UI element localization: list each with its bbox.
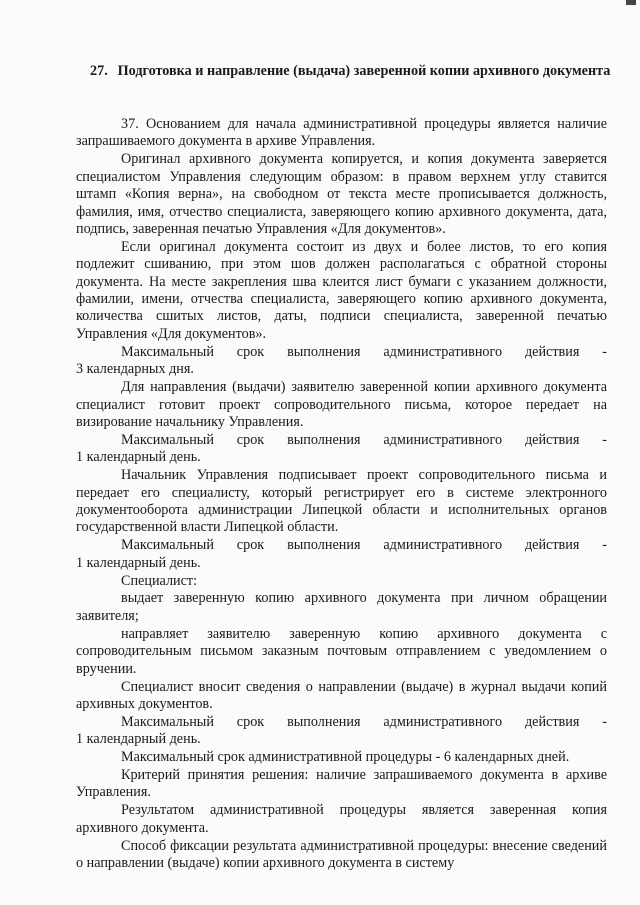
paragraph: Максимальный срок административной процедуры - 6 календарных дней. xyxy=(121,749,570,766)
term-word: действия xyxy=(524,537,580,554)
term-value: 3 календарных дня. xyxy=(76,361,194,378)
term-word: Максимальный xyxy=(121,431,214,448)
paragraph: Способ фиксации результата административной процедуры: внесение сведений о направлении (выдаче) копии архивного документа в систему xyxy=(76,837,607,872)
term-word: административного xyxy=(383,431,503,448)
term-word: - xyxy=(602,537,607,554)
term-word: выполнения xyxy=(287,431,361,448)
section-title: Подготовка и направление (выдача) заверенной копии архивного документа xyxy=(117,63,611,79)
paragraph: Специалист вносит сведения о направлении (выдаче) в журнал выдачи копий архивных документов. xyxy=(76,678,607,712)
paragraph: Если оригинал документа состоит из двух и более листов, то его копия подлежит сшиванию, при этом шов должен располагаться с обратной стороны документа. На месте закрепления шва клеится лист бумаги с указанием должности, фамилии, имени, отчества специалиста, заверяющего копию архивного документа, количества сшитых листов, даты, подписи специалиста, заверенной печатью Управления «Для документов». xyxy=(76,238,607,342)
term-value: 1 календарный день. xyxy=(76,449,201,466)
term-word: - xyxy=(602,431,607,448)
term-word: выполнения xyxy=(287,537,361,554)
paragraph: Результатом административной процедуры является заверенная копия архивного документа. xyxy=(76,802,607,836)
term-value: 1 календарный день. xyxy=(76,731,201,748)
max-term-line xyxy=(76,714,607,731)
paragraph: Начальник Управления подписывает проект сопроводительного письма и передает его специалисту, который регистрирует его в системе электронного документооборота администрации Липецкой области и исполнительных органов государственной власти Липецкой области. xyxy=(76,467,607,536)
paragraph: Для направления (выдачи) заявителю заверенной копии архивного документа специалист готовит проект сопроводительного письма, которое передает на визирование начальнику Управления. xyxy=(76,379,607,430)
paragraph: Критерий принятия решения: наличие запрашиваемого документа в архиве Управления. xyxy=(76,767,607,801)
term-word: - xyxy=(602,713,607,730)
section-heading xyxy=(76,62,616,80)
term-word: срок xyxy=(236,537,265,554)
term-word: Максимальный xyxy=(121,537,214,554)
term-word: Максимальный xyxy=(121,343,214,360)
max-term-line xyxy=(76,344,607,361)
term-word: - xyxy=(602,343,607,360)
term-word: административного xyxy=(383,537,503,554)
term-word: срок xyxy=(236,713,265,730)
section-number: 27. xyxy=(90,63,108,79)
term-word: действия xyxy=(524,343,580,360)
term-word: выполнения xyxy=(287,713,361,730)
paragraph: Специалист: xyxy=(121,572,198,589)
term-word: административного xyxy=(383,343,503,360)
term-value: 1 календарный день. xyxy=(76,554,201,571)
paragraph: выдает заверенную копию архивного документа при личном обращении заявителя; xyxy=(76,590,607,624)
body-text xyxy=(76,116,607,873)
max-term-line xyxy=(76,537,607,554)
term-word: действия xyxy=(524,713,580,730)
term-word: действия xyxy=(524,431,580,448)
paragraph: направляет заявителю заверенную копию архивного документа с сопроводительным письмом заказным почтовым отправлением с уведомлением о вручении. xyxy=(76,625,607,677)
term-word: Максимальный xyxy=(121,713,214,730)
term-word: административного xyxy=(383,713,503,730)
paragraph: 37. Основанием для начала административной процедуры является наличие запрашиваемого документа в архиве Управления. xyxy=(76,116,607,150)
paragraph: Оригинал архивного документа копируется, и копия документа заверяется специалистом Управления следующим образом: в правом верхнем углу ставится штамп «Копия верна», на свободном от текста месте прописывается должность, фамилия, имя, отчество специалиста, заверяющего копию архивного документа, дата, подпись, заверенная печатью Управления «Для документов». xyxy=(76,151,607,237)
term-word: срок xyxy=(236,431,265,448)
max-term-line xyxy=(76,432,607,449)
term-word: выполнения xyxy=(287,343,361,360)
scan-corner-mark xyxy=(626,0,636,5)
term-word: срок xyxy=(236,343,265,360)
